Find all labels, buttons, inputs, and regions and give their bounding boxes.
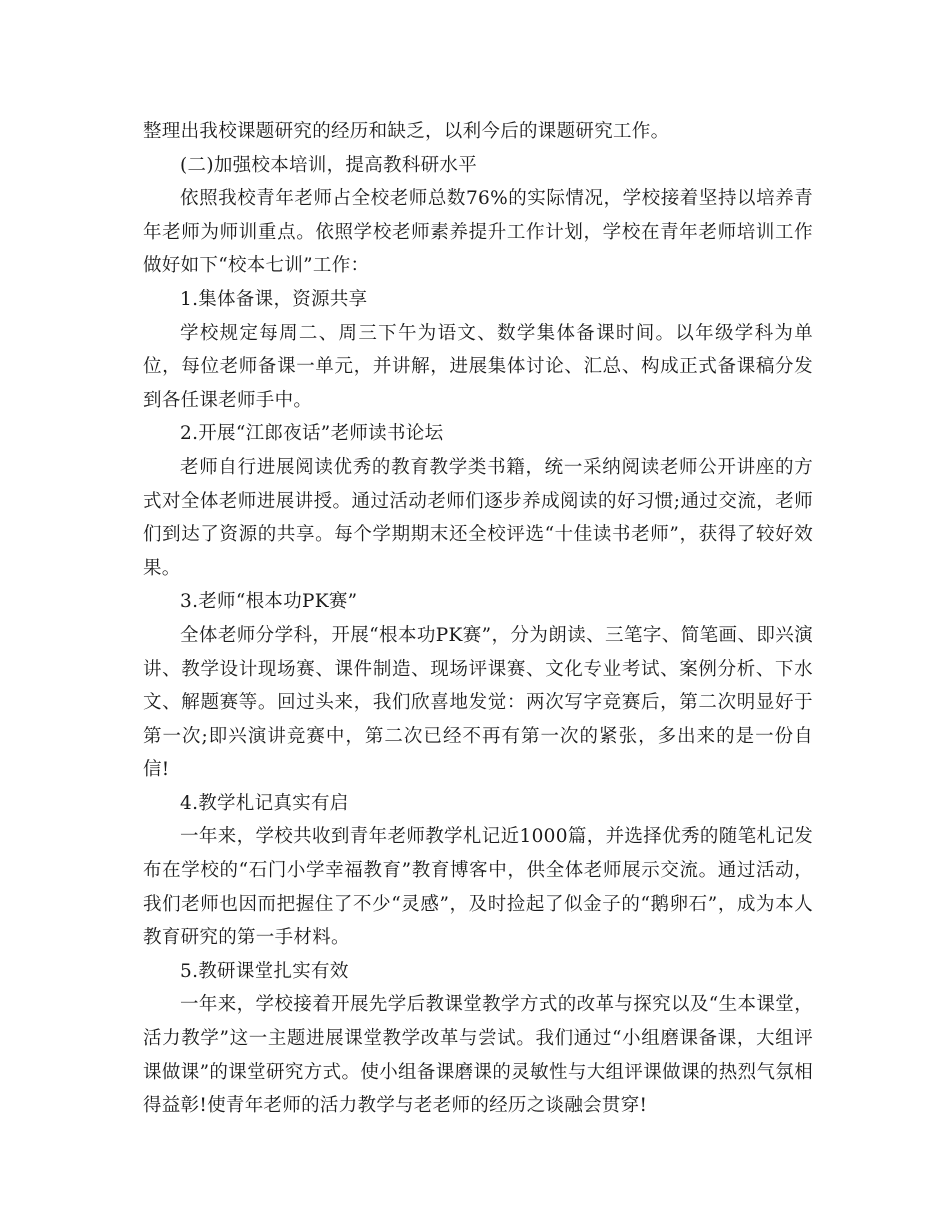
section-heading: (二)加强校本培训，提高教科研水平 bbox=[180, 154, 478, 176]
paragraph: 全体老师分学科，开展“根本功PK赛”，分为朗读、三笔字、简笔画、即兴演讲、教学设计现场赛、课件制造、现场评课赛、文化专业考试、案例分析、下水文、解题赛等。回过头来，我们欣喜地发觉：两次写字竞赛后，第二次明显好于第一次;即兴演讲竞赛中，第二次已经不再有第一次的紧张，多出来的是一份自信! bbox=[143, 624, 813, 781]
subheading: 4.教学札记真实有启 bbox=[180, 792, 349, 814]
paragraph: 学校规定每周二、周三下午为语文、数学集体备课时间。以年级学科为单位，每位老师备课一单元，并讲解，进展集体讨论、汇总、构成正式备课稿分发到各任课老师手中。 bbox=[143, 322, 813, 411]
subheading: 5.教研课堂扎实有效 bbox=[180, 960, 349, 982]
subheading: 1.集体备课，资源共享 bbox=[180, 288, 368, 310]
subheading: 3.老师“根本功PK赛” bbox=[180, 591, 358, 613]
paragraph: 依照我校青年老师占全校老师总数76%的实际情况，学校接着坚持以培养青年老师为师训重点。依照学校老师素养提升工作计划，学校在青年老师培训工作做好如下“校本七训”工作： bbox=[143, 188, 813, 277]
paragraph: 一年来，学校接着开展先学后教课堂教学方式的改革与探究以及“生本课堂，活力教学”这一主题进展课堂教学改革与尝试。我们通过“小组磨课备课，大组评课做课”的课堂研究方式。使小组备课磨课的灵敏性与大组评课做课的热烈气氛相得益彰!使青年老师的活力教学与老老师的经历之谈融会贯穿! bbox=[143, 994, 813, 1117]
paragraph-continuation: 整理出我校课题研究的经历和缺乏，以利今后的课题研究工作。 bbox=[143, 121, 670, 142]
subheading: 2.开展“江郎夜话”老师读书论坛 bbox=[180, 423, 444, 445]
paragraph: 一年来，学校共收到青年老师教学札记近1000篇，并选择优秀的随笔札记发布在学校的“石门小学幸福教育”教育博客中，供全体老师展示交流。通过活动，我们老师也因而把握住了不少“灵感”，及时捡起了似金子的“鹅卵石”，成为本人教育研究的第一手材料。 bbox=[143, 826, 813, 949]
document-body bbox=[143, 115, 813, 1123]
paragraph: 老师自行进展阅读优秀的教育教学类书籍，统一采纳阅读老师公开讲座的方式对全体老师进展讲授。通过活动老师们逐步养成阅读的好习惯;通过交流，老师们到达了资源的共享。每个学期期末还全校评选“十佳读书老师”，获得了较好效果。 bbox=[143, 456, 813, 579]
